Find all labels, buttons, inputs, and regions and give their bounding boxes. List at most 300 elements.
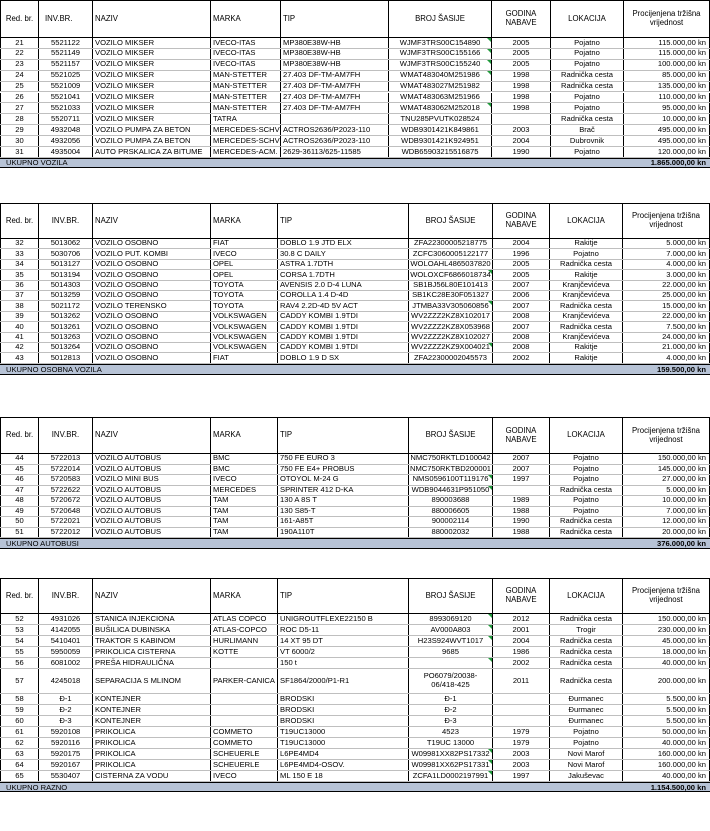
cell-vrijednost: 40.000,00 kn [623,738,710,748]
comment-marker-icon [487,71,491,75]
cell-marka: BMC [211,454,278,464]
cell-tip: COROLLA 1.4 D-4D [278,291,409,300]
cell-red-br: 37 [0,291,39,300]
cell-marka: FIAT [211,239,278,248]
cell-inv-br: 5920167 [39,760,93,770]
cell-naziv: VOZILO OSOBNO [93,281,211,290]
comment-marker-icon [488,343,492,347]
col-red-br: Red. br. [0,204,39,238]
cell-naziv: VOZILO AUTOBUS [93,454,211,464]
cell-vrijednost: 4.000,00 kn [623,353,710,362]
cell-inv-br: 5013259 [39,291,93,300]
cell-lokacija: Pojatno [550,454,623,464]
cell-naziv: VOZILO OSOBNO [93,260,211,269]
cell-naziv: VOZILO OSOBNO [93,322,211,331]
total-label: UKUPNO VOZILA [6,158,68,168]
cell-red-br: 59 [0,705,39,715]
cell-broj-sasije: JTMBA33V305060856 [409,301,493,310]
cell-marka: SCHEUERLE [211,760,278,770]
cell-tip: ASTRA 1.7DTH [278,260,409,269]
cell-godina: 2012 [493,614,550,624]
total-label: UKUPNO AUTOBUSI [6,539,79,548]
cell-lokacija: Radnička cesta [550,322,623,331]
cell-vrijednost: 4.000,00 kn [623,260,710,269]
cell-vrijednost: 5.000,00 kn [623,486,710,496]
cell-marka: MAN-STETTER [211,93,281,103]
table-row [0,669,710,694]
cell-marka: VOLKSWAGEN [211,312,278,321]
cell-godina: 1979 [493,727,550,737]
cell-red-br: 56 [0,658,39,668]
cell-lokacija: Pojatno [551,38,624,48]
cell-naziv: STANICA INJEKCIONA [93,614,211,624]
cell-red-br: 41 [0,333,39,342]
cell-marka: TAM [211,507,278,517]
cell-red-br: 35 [0,270,39,279]
cell-godina: 2003 [492,125,551,135]
table-row [0,249,710,259]
cell-inv-br: Đ-1 [39,694,93,704]
comment-marker-icon [488,486,492,490]
cell-broj-sasije: WDB9044631P951050 [409,486,493,496]
cell-godina: 1989 [493,496,550,506]
table-row [0,49,710,60]
cell-lokacija: Kranjčevićeva [550,281,623,290]
cell-broj-sasije: WDB9301421K924951 [389,136,492,146]
comment-marker-icon [487,103,491,107]
cell-tip: CADDY KOMBI 1.9TDI [278,312,409,321]
cell-vrijednost: 120.000,00 kn [624,147,710,157]
total-value: 1.154.500,00 kn [650,782,706,792]
cell-marka: IVECO-ITAS [211,60,281,70]
cell-naziv: VOZILO AUTOBUS [93,517,211,527]
cell-red-br: 24 [0,71,39,81]
cell-broj-sasije: SB1KC28E30F051327 [409,291,493,300]
cell-inv-br: 5030706 [39,249,93,258]
cell-red-br: 49 [0,507,39,517]
cell-godina: 2005 [492,60,551,70]
total-value: 376.000,00 kn [657,539,706,548]
cell-broj-sasije: W09981XX62PS17331 [409,760,493,770]
cell-marka: MAN-STETTER [211,103,281,113]
cell-tip: 150 t [278,658,409,668]
cell-red-br: 34 [0,260,39,269]
cell-vrijednost: 45.000,00 kn [623,636,710,646]
cell-lokacija: Rakitje [550,270,623,279]
cell-inv-br: 5720672 [39,496,93,506]
cell-naziv: KONTEJNER [93,705,211,715]
cell-broj-sasije: NMC750RKTLD100042 [409,454,493,464]
cell-marka: OPEL [211,270,278,279]
cell-vrijednost: 85.000,00 kn [624,71,710,81]
cell-inv-br: 5521009 [39,82,93,92]
cell-red-br: 65 [0,771,39,781]
cell-broj-sasije: WJMF3TRS00C155240 [389,60,492,70]
cell-tip: DOBLO 1.9 D SX [278,353,409,362]
cell-inv-br: 4932048 [39,125,93,135]
cell-broj-sasije: WDB65903215516875 [389,147,492,157]
cell-godina: 1998 [492,103,551,113]
cell-marka: VOLKSWAGEN [211,343,278,352]
cell-inv-br: 5021172 [39,301,93,310]
cell-tip: BRODSKI [278,694,409,704]
cell-broj-sasije: WMAT483027M251982 [389,82,492,92]
cell-red-br: 64 [0,760,39,770]
cell-godina: 1990 [492,147,551,157]
cell-inv-br: 5013263 [39,333,93,342]
comment-marker-icon [488,771,492,775]
cell-vrijednost: 230.000,00 kn [623,625,710,635]
cell-marka [211,716,278,726]
cell-broj-sasije: WV2ZZZ2KZ8X053968 [409,322,493,331]
cell-broj-sasije: WJMF3TRS00C154890 [389,38,492,48]
cell-vrijednost: 5.500,00 kn [623,705,710,715]
cell-vrijednost: 150.000,00 kn [623,614,710,624]
cell-naziv: BUŠILICA DUBINSKA [93,625,211,635]
cell-inv-br: 5521025 [39,71,93,81]
cell-godina: 2003 [493,749,550,759]
cell-naziv: TRAKTOR S KABINOM [93,636,211,646]
cell-naziv: VOZILO MIKSER [93,38,211,48]
table-row [0,475,710,486]
cell-marka: IVECO [211,475,278,485]
cell-lokacija: Radnička cesta [550,636,623,646]
cell-lokacija: Radnička cesta [550,658,623,668]
cell-red-br: 29 [0,125,39,135]
cell-lokacija: Dubrovnik [551,136,624,146]
cell-broj-sasije: Đ-3 [409,716,493,726]
cell-marka: BMC [211,465,278,475]
cell-red-br: 31 [0,147,39,157]
cell-red-br: 33 [0,249,39,258]
cell-tip: 27.403 DF-TM-AM7FH [281,71,389,81]
cell-tip: DOBLO 1.9 JTD ELX [278,239,409,248]
col-inv-br: INV.BR. [39,1,93,37]
cell-vrijednost: 95.000,00 kn [624,103,710,113]
cell-marka: KOTTE [211,647,278,657]
col-tip: TIP [278,418,409,453]
comment-marker-icon [488,270,492,274]
cell-inv-br: 5521033 [39,103,93,113]
comment-marker-icon [488,658,492,662]
cell-naziv: VOZILO PUT. KOMBI [93,249,211,258]
cell-naziv: VOZILO AUTOBUS [93,507,211,517]
col-broj-sasije: BROJ ŠASIJE [409,418,493,453]
cell-red-br: 51 [0,528,39,538]
cell-lokacija: Đurmanec [550,705,623,715]
table-row [0,517,710,528]
cell-godina: 1996 [493,249,550,258]
cell-marka: MAN-STETTER [211,71,281,81]
cell-vrijednost: 50.000,00 kn [623,727,710,737]
cell-godina: 2004 [493,636,550,646]
cell-inv-br: 5521122 [39,38,93,48]
cell-vrijednost: 40.000,00 kn [623,658,710,668]
cell-inv-br: 5950059 [39,647,93,657]
cell-inv-br: 5722012 [39,528,93,538]
table-row [0,93,710,104]
table-row [0,136,710,147]
cell-red-br: 63 [0,749,39,759]
table-row [0,291,710,301]
cell-vrijednost: 495.000,00 kn [624,136,710,146]
cell-broj-sasije: 900002114 [409,517,493,527]
cell-tip: 750 FE EURO 3 [278,454,409,464]
cell-red-br: 61 [0,727,39,737]
cell-lokacija: Pojatno [550,475,623,485]
cell-red-br: 22 [0,49,39,59]
cell-godina: 1988 [493,528,550,538]
cell-vrijednost: 10.000,00 kn [624,114,710,124]
cell-tip: CADDY KOMBI 1.9TDI [278,333,409,342]
cell-inv-br: 4142055 [39,625,93,635]
table-row [0,301,710,311]
table-row [0,658,710,669]
cell-broj-sasije: ZFA22300002045573 [409,353,493,362]
table-row [0,147,710,158]
cell-lokacija: Radnička cesta [551,82,624,92]
cell-inv-br: 5013127 [39,260,93,269]
cell-red-br: 54 [0,636,39,646]
cell-godina [493,716,550,726]
cell-broj-sasije: WMAT483063M251966 [389,93,492,103]
cell-lokacija: Kranjčevićeva [550,291,623,300]
cell-tip: RAV4 2.2D-4D 5V ACT [278,301,409,310]
cell-broj-sasije: WV2ZZZ2KZ8X102017 [409,312,493,321]
cell-broj-sasije: WV2ZZZ2KZ9X004021 [409,343,493,352]
cell-red-br: 25 [0,82,39,92]
cell-red-br: 26 [0,93,39,103]
cell-tip: MP380E38W-HB [281,60,389,70]
cell-lokacija: Brač [551,125,624,135]
cell-vrijednost: 22.000,00 kn [623,281,710,290]
cell-godina [492,114,551,124]
cell-tip: 30.8 C DAILY [278,249,409,258]
cell-godina: 2008 [493,312,550,321]
col-marka: MARKA [211,579,278,613]
comment-marker-icon [488,475,492,479]
cell-naziv: VOZILO OSOBNO [93,270,211,279]
cell-godina: 1998 [492,82,551,92]
table-row [0,625,710,636]
cell-marka: TAM [211,528,278,538]
cell-naziv: CISTERNA ZA VODU [93,771,211,781]
cell-marka: TOYOTA [211,281,278,290]
cell-inv-br: 4935004 [39,147,93,157]
cell-broj-sasije: 8993069120 [409,614,493,624]
col-godina-nabave: GODINA NABAVE [493,204,550,238]
cell-inv-br: 5012813 [39,353,93,362]
cell-vrijednost: 115.000,00 kn [624,49,710,59]
cell-red-br: 62 [0,738,39,748]
col-vrijednost: Procijenjena tržišna vrijednost [623,579,710,613]
cell-broj-sasije: TNU285PVUTK028524 [389,114,492,124]
cell-inv-br: 5722622 [39,486,93,496]
cell-godina: 2005 [493,260,550,269]
cell-godina: 1997 [493,475,550,485]
comment-marker-icon [488,301,492,305]
cell-tip: SF1864/2000/P1-R1 [278,669,409,693]
cell-inv-br: 5920175 [39,749,93,759]
cell-godina: 2005 [492,49,551,59]
cell-marka [211,658,278,668]
table-row [0,738,710,749]
cell-tip: 130 A 8S T [278,496,409,506]
cell-vrijednost: 18.000,00 kn [623,647,710,657]
col-godina-nabave: GODINA NABAVE [493,418,550,453]
cell-marka: MAN-STETTER [211,82,281,92]
cell-lokacija: Kranjčevićeva [550,312,623,321]
cell-inv-br: Đ-3 [39,716,93,726]
cell-godina: 2008 [493,343,550,352]
table-row [0,239,710,249]
cell-vrijednost: 200.000,00 kn [623,669,710,693]
col-lokacija: LOKACIJA [550,579,623,613]
cell-tip [281,114,389,124]
cell-naziv: VOZILO TERENSKO [93,301,211,310]
cell-red-br: 21 [0,38,39,48]
cell-naziv: VOZILO OSOBNO [93,343,211,352]
table-row [0,760,710,771]
table-row [0,454,710,465]
cell-broj-sasije: SB1BJ56L80E101413 [409,281,493,290]
cell-lokacija: Rakitje [550,239,623,248]
col-inv-br: INV.BR. [39,579,93,613]
col-naziv: NAZIV [93,579,211,613]
cell-vrijednost: 12.000,00 kn [623,517,710,527]
cell-vrijednost: 100.000,00 kn [624,60,710,70]
cell-tip: 130 S85-T [278,507,409,517]
cell-naziv: KONTEJNER [93,716,211,726]
cell-marka: TAM [211,496,278,506]
table-row [0,496,710,507]
cell-marka: VOLKSWAGEN [211,322,278,331]
cell-red-br: 43 [0,353,39,362]
cell-godina: 2004 [493,239,550,248]
cell-broj-sasije: WMAT483040M251986 [389,71,492,81]
cell-vrijednost: 495.000,00 kn [624,125,710,135]
cell-inv-br: 6081002 [39,658,93,668]
cell-naziv: VOZILO MIKSER [93,103,211,113]
cell-marka: FIAT [211,353,278,362]
cell-lokacija: Pojatno [550,496,623,506]
cell-lokacija: Novi Marof [550,749,623,759]
table-row [0,614,710,625]
cell-tip: 2629-36113/625-11585 [281,147,389,157]
cell-inv-br: 5013194 [39,270,93,279]
cell-broj-sasije: WJMF3TRS00C155166 [389,49,492,59]
cell-inv-br: 5920108 [39,727,93,737]
cell-marka: TOYOTA [211,301,278,310]
cell-naziv: VOZILO PUMPA ZA BETON [93,136,211,146]
cell-tip: BRODSKI [278,705,409,715]
cell-inv-br: 5520711 [39,114,93,124]
cell-godina: 2007 [493,454,550,464]
cell-godina: 2006 [493,291,550,300]
cell-inv-br: 5722013 [39,454,93,464]
cell-inv-br: Đ-2 [39,705,93,715]
cell-lokacija: Radnička cesta [550,669,623,693]
cell-naziv: VOZILO MIKSER [93,93,211,103]
col-broj-sasije: BROJ ŠASIJE [409,579,493,613]
cell-red-br: 38 [0,301,39,310]
cell-tip: CADDY KOMBI 1.9TDI [278,322,409,331]
cell-lokacija: Rakitje [550,343,623,352]
cell-tip: SPRINTER 412 D-KA [278,486,409,496]
cell-broj-sasije: WOLOXCF6866018734 [409,270,493,279]
cell-lokacija: Rakitje [550,353,623,362]
col-tip: TIP [281,1,389,37]
cell-inv-br: 5013062 [39,239,93,248]
cell-marka: VOLKSWAGEN [211,333,278,342]
cell-inv-br: 5013261 [39,322,93,331]
cell-inv-br: 5722021 [39,517,93,527]
cell-lokacija: Radnička cesta [551,71,624,81]
cell-naziv: VOZILO OSOBNO [93,239,211,248]
cell-godina: 1979 [493,738,550,748]
cell-broj-sasije: WOLOAHL4865037820 [409,260,493,269]
cell-godina: 2007 [493,465,550,475]
comment-marker-icon [488,636,492,640]
cell-inv-br: 5013264 [39,343,93,352]
cell-marka: TATRA [211,114,281,124]
col-inv-br: INV.BR. [39,418,93,453]
cell-godina: 2007 [493,322,550,331]
cell-godina: 2005 [493,270,550,279]
cell-broj-sasije: 880006605 [409,507,493,517]
cell-naziv: PRIKOLICA CISTERNA [93,647,211,657]
cell-tip: CADDY KOMBI 1.9TDI [278,343,409,352]
cell-lokacija: Pojatno [550,465,623,475]
cell-vrijednost: 24.000,00 kn [623,333,710,342]
section-total-row [0,538,710,549]
cell-godina: 1986 [493,647,550,657]
col-naziv: NAZIV [93,1,211,37]
cell-tip: ACTROS2636/P2023-110 [281,125,389,135]
cell-red-br: 39 [0,312,39,321]
cell-tip: 27.403 DF-TM-AM7FH [281,93,389,103]
cell-broj-sasije: ZCFC3060005122177 [409,249,493,258]
table-header [0,417,710,454]
cell-vrijednost: 145.000,00 kn [623,465,710,475]
cell-naziv: PRIKOLICA [93,760,211,770]
col-lokacija: LOKACIJA [550,204,623,238]
cell-tip: 14 XT 95 DT [278,636,409,646]
cell-inv-br: 5521157 [39,60,93,70]
table-row [0,103,710,114]
cell-godina: 2008 [493,333,550,342]
col-naziv: NAZIV [93,418,211,453]
cell-tip: OTOYOL M-24 G [278,475,409,485]
table-row [0,716,710,727]
cell-naziv: VOZILO OSOBNO [93,333,211,342]
cell-tip: MP380E38W-HB [281,38,389,48]
cell-broj-sasije: AV000A803 [409,625,493,635]
col-godina-nabave: GODINA NABAVE [493,579,550,613]
col-tip: TIP [278,579,409,613]
cell-vrijednost: 5.500,00 kn [623,694,710,704]
cell-tip: ROC D5-11 [278,625,409,635]
cell-vrijednost: 40.000,00 kn [623,771,710,781]
comment-marker-icon [487,60,491,64]
cell-tip: VT 6000/2 [278,647,409,657]
cell-red-br: 60 [0,716,39,726]
table-row [0,705,710,716]
cell-vrijednost: 160.000,00 kn [623,760,710,770]
cell-marka: TAM [211,517,278,527]
cell-marka: COMMETO [211,727,278,737]
cell-marka: TOYOTA [211,291,278,300]
